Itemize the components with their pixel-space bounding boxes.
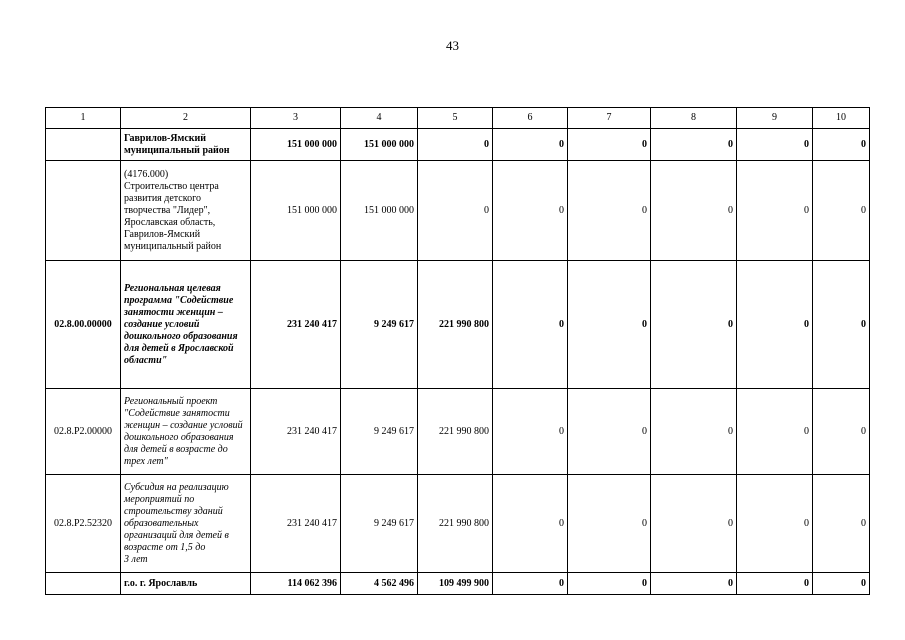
column-header: 3 — [251, 108, 341, 129]
row-value: 0 — [568, 475, 651, 573]
row-value: 0 — [493, 573, 568, 595]
row-value: 4 562 496 — [341, 573, 418, 595]
page-number: 43 — [446, 38, 459, 53]
row-value: 221 990 800 — [418, 475, 493, 573]
row-value: 231 240 417 — [251, 261, 341, 389]
row-value: 221 990 800 — [418, 389, 493, 475]
row-value: 0 — [813, 161, 870, 261]
row-value: 0 — [813, 129, 870, 161]
row-value: 0 — [737, 475, 813, 573]
row-value: 9 249 617 — [341, 389, 418, 475]
row-value: 0 — [651, 161, 737, 261]
row-code — [46, 161, 121, 261]
row-value: 0 — [418, 129, 493, 161]
column-header: 9 — [737, 108, 813, 129]
row-value: 0 — [737, 161, 813, 261]
row-value: 114 062 396 — [251, 573, 341, 595]
row-value: 0 — [737, 573, 813, 595]
table-row — [46, 389, 870, 475]
table-row — [46, 475, 870, 573]
row-value: 151 000 000 — [251, 129, 341, 161]
row-code — [46, 573, 121, 595]
table-row — [46, 129, 870, 161]
row-value: 109 499 900 — [418, 573, 493, 595]
column-header: 5 — [418, 108, 493, 129]
table-row — [46, 161, 870, 261]
row-value: 151 000 000 — [341, 129, 418, 161]
row-value: 0 — [813, 389, 870, 475]
row-value: 0 — [651, 475, 737, 573]
row-value: 0 — [813, 475, 870, 573]
row-value: 0 — [568, 261, 651, 389]
row-value: 0 — [813, 573, 870, 595]
row-value: 0 — [493, 475, 568, 573]
row-value: 231 240 417 — [251, 475, 341, 573]
column-header: 4 — [341, 108, 418, 129]
row-value: 231 240 417 — [251, 389, 341, 475]
column-header: 7 — [568, 108, 651, 129]
row-value: 0 — [418, 161, 493, 261]
column-header: 10 — [813, 108, 870, 129]
row-value: 0 — [493, 161, 568, 261]
row-code: 02.8.Р2.00000 — [46, 389, 121, 475]
row-code — [46, 129, 121, 161]
row-name: (4176.000) Строительство центра развития детского творчества "Лидер", Ярославская область, Гаврилов-Ямский муниципальный район — [121, 161, 251, 261]
row-name: Региональная целевая программа "Содействие занятости женщин – создание условий дошкольного образования для детей в Ярославской области" — [121, 261, 251, 389]
table-row — [46, 261, 870, 389]
row-value: 0 — [493, 389, 568, 475]
row-value: 0 — [737, 389, 813, 475]
row-value: 9 249 617 — [341, 475, 418, 573]
row-value: 0 — [493, 129, 568, 161]
row-name: Гаврилов-Ямский муниципальный район — [121, 129, 251, 161]
table-row — [46, 573, 870, 595]
column-header: 6 — [493, 108, 568, 129]
row-value: 151 000 000 — [251, 161, 341, 261]
row-value: 0 — [568, 161, 651, 261]
budget-table — [45, 107, 870, 595]
row-value: 0 — [568, 129, 651, 161]
row-value: 0 — [651, 261, 737, 389]
row-name: Региональный проект "Содействие занятости женщин – создание условий дошкольного образования для детей в возрасте до трех лет" — [121, 389, 251, 475]
row-code: 02.8.Р2.52320 — [46, 475, 121, 573]
row-value: 221 990 800 — [418, 261, 493, 389]
row-value: 0 — [651, 129, 737, 161]
row-value: 151 000 000 — [341, 161, 418, 261]
row-value: 0 — [737, 261, 813, 389]
row-value: 0 — [737, 129, 813, 161]
row-value: 9 249 617 — [341, 261, 418, 389]
row-value: 0 — [813, 261, 870, 389]
column-header: 1 — [46, 108, 121, 129]
column-header: 2 — [121, 108, 251, 129]
row-code: 02.8.00.00000 — [46, 261, 121, 389]
column-header: 8 — [651, 108, 737, 129]
row-value: 0 — [493, 261, 568, 389]
row-value: 0 — [651, 389, 737, 475]
row-name: Субсидия на реализацию мероприятий по строительству зданий образовательных организаций для детей в возрасте от 1,5 до 3 лет — [121, 475, 251, 573]
column-number-row — [46, 108, 870, 129]
row-value: 0 — [568, 389, 651, 475]
row-name: г.о. г. Ярославль — [121, 573, 251, 595]
row-value: 0 — [651, 573, 737, 595]
row-value: 0 — [568, 573, 651, 595]
